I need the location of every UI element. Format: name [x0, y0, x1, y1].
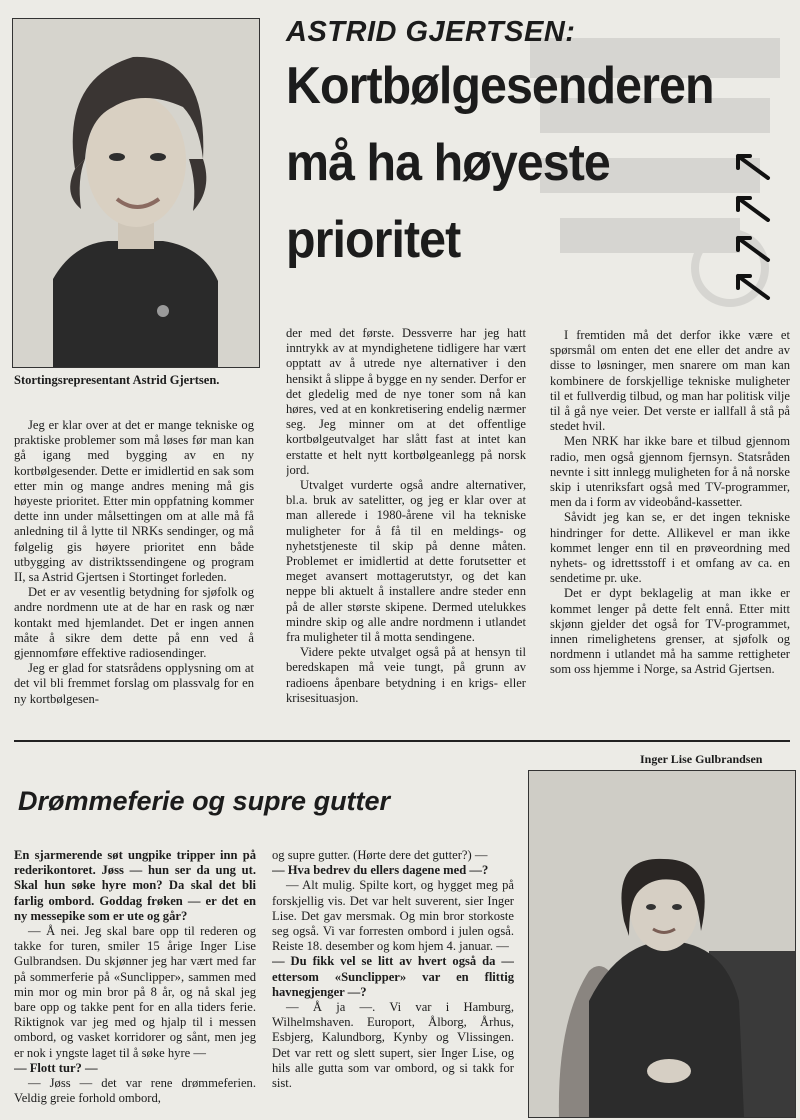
question: — Du fikk vel se litt av hvert også da — ettersom «Sunclipper» var en flittig havnegjenger —? — [272, 954, 514, 999]
section-divider — [14, 740, 790, 742]
photo-byline: Inger Lise Gulbrandsen — [640, 752, 763, 766]
photo-caption: Stortingsrepresentant Astrid Gjertsen. — [14, 373, 220, 387]
article1-column-2 — [286, 326, 526, 726]
photo-inger-lise-gulbrandsen — [528, 770, 796, 1118]
headline-line-2: må ha høyeste — [286, 134, 610, 192]
paragraph: — Alt mulig. Spilte kort, og hygget meg på forskjellig vis. Det var helt suverent, sier Inger Lise. Det gav mersmak. Og min bror storkoste seg også. Vi var forresten ombord i julen også. Reiste 18. desember og kom hjem 4. januar. — — [272, 878, 514, 954]
paragraph: — Jøss — det var rene drømmeferien. Veldig greie forhold ombord, — [14, 1076, 256, 1106]
question: — Hva bedrev du ellers dagene med —? — [272, 863, 489, 878]
article1-column-3 — [550, 328, 790, 722]
article2-column-1 — [14, 848, 256, 1116]
paragraph: I fremtiden må det derfor ikke være et spørsmål om enten det ene eller det andre av disse to løsninger, men snarere om man kan kombinere de forskjellige tekniske muligheter til et fullverdig tilbud, og man har politisk vilje til å gå nye veier. Det verste er iallfall å stå på stedet hvil. — [550, 328, 790, 434]
paragraph: Utvalget vurderte også andre alternativer, bl.a. bruk av satelitter, og jeg er klar over at man allerede i 1980-årene vil ha tekniske muligheter for å få til en meldings- og nyhetstjeneste til skip på denne måten. Problemet er imidlertid at dette forutsetter et meget avansert mottagerutstyr, og det kan neppe bli aktuelt å installere andre steder enn på de aller største skipene. Dermed utelukkes mindre skip og alle andre nordmenn i utlandet fra muligheter til å motta sendingene. — [286, 478, 526, 645]
arrow-icon — [730, 192, 772, 222]
paragraph: Videre pekte utvalget også på at hensyn til beredskapen må veie tungt, på grunn av radioens åpenbare betydning i en krigs- eller krisesituasjon. — [286, 645, 526, 705]
paragraph: — Å ja —. Vi var i Hamburg, Wilhelmshaven. Europort, Ålborg, Århus, Esbjerg, Kalundborg, Kynby og Vlissingen. Det var rett og slett supert, sier Inger Lise, og hils alle gutta som var ombord, og si takk for sist. — [272, 1000, 514, 1091]
paragraph: Jeg er klar over at det er mange tekniske og praktiske problemer som må løses før man kan gå igang med bygging av en ny kortbølgesender. Dette er imidlertid en sak som etter min og mange andres mening må gis høyeste prioritet. Etter min oppfatning kommer dette inn under målsettingen om at alle må få anledning til å lytte til NRKs sendinger, og må følgelig gis høyere prioritet enn både utbygging av distriktssendingene og program II, sa Astrid Gjertsen i Stortinget forleden. — [14, 418, 254, 585]
article2-column-2 — [272, 848, 514, 1116]
arrow-icon — [730, 150, 772, 180]
article2-headline: Drømmeferie og supre gutter — [18, 786, 391, 816]
paragraph: Det er av vesentlig betydning for sjøfolk og andre nordmenn ute at de har en rask og nær kontakt med hjemlandet. Det er ingen annen måte å sikre dem dette på enn ved å gjennomføre effektive radiosendinger. — [14, 585, 254, 661]
headline-line-3: prioritet — [286, 211, 461, 269]
article-kicker: ASTRID GJERTSEN: — [286, 16, 576, 48]
paragraph: Men NRK har ikke bare et tilbud gjennom radio, men også gjennom fjernsyn. Statsråden nevnte i sitt innlegg muligheten for å nå norske skip i utenriksfart også med TV-programmer, men da i form av videobånd-kassetter. — [550, 434, 790, 510]
paragraph: Såvidt jeg kan se, er det ingen tekniske hindringer for dette. Allikevel er man ikke kommet lenger enn til en prøveordning med nyhets- og idrettsstoff i et omfang av ca. en sendetime pr. uke. — [550, 510, 790, 586]
question: — Flott tur? — — [14, 1060, 98, 1075]
paragraph: Jeg er glad for statsrådens opplysning om at det vil bli fremmet forslag om plassvalg for en ny kortbølgesen- — [14, 661, 254, 706]
headline-line-1: Kortbølgesenderen — [286, 57, 714, 115]
arrow-icon — [730, 232, 772, 262]
article1-column-1 — [14, 418, 254, 730]
arrow-icon — [730, 270, 772, 300]
paragraph: — Å nei. Jeg skal bare opp til rederen og takke for turen, smiler 15 årige Inger Lise Gulbrandsen. Du skjønner jeg har vært med far på sommerferie på «Sunclipper», sammen med min mor og min bror på 8 år, og nå skal jeg bare opp og takke pent for en alla tiders ferie. Riktignok var jeg med og hjalp til i messen ombord, og vasket korridorer og sånt, men jeg er nok i yngste laget til å søke hyre — — [14, 924, 256, 1060]
lead-paragraph: En sjarmerende søt ungpike tripper inn på rederikontoret. Jøss — hun ser da ung ut. Skal hun søke hyre mon? Da skal det bli farlig ombord. Goddag frøken — er det en ny messepike som er ute og går? — [14, 848, 256, 923]
paragraph: og supre gutter. (Hørte dere det gutter?) — — [272, 848, 488, 862]
paragraph: Det er dypt beklagelig at man ikke er kommet lenger på dette felt ennå. Etter mitt skjønn gjelder det også for TV-programmet, innen rimelighetens grenser, at sjøfolk og nordmenn i utlandet må ha samme rettigheter som oss hjemme i Norge, sa Astrid Gjertsen. — [550, 586, 790, 677]
article-headline — [286, 48, 770, 279]
paragraph: der med det første. Dessverre har jeg hatt inntrykk av at myndighetene tidligere har vært opptatt av å utrede nye alternativer i den hensikt å slippe å bygge en ny sender. Derfor er det gledelig med de nye toner som nå kan høres, ved at en konkretisering endelig nærmer seg. Jeg minner om at det offentlige kortbølgeutvalget har slått fast at intet kan erstatte et helt nytt kortbølgeanlegg på norsk jord. — [286, 326, 526, 477]
portrait-astrid-gjertsen — [12, 18, 260, 368]
